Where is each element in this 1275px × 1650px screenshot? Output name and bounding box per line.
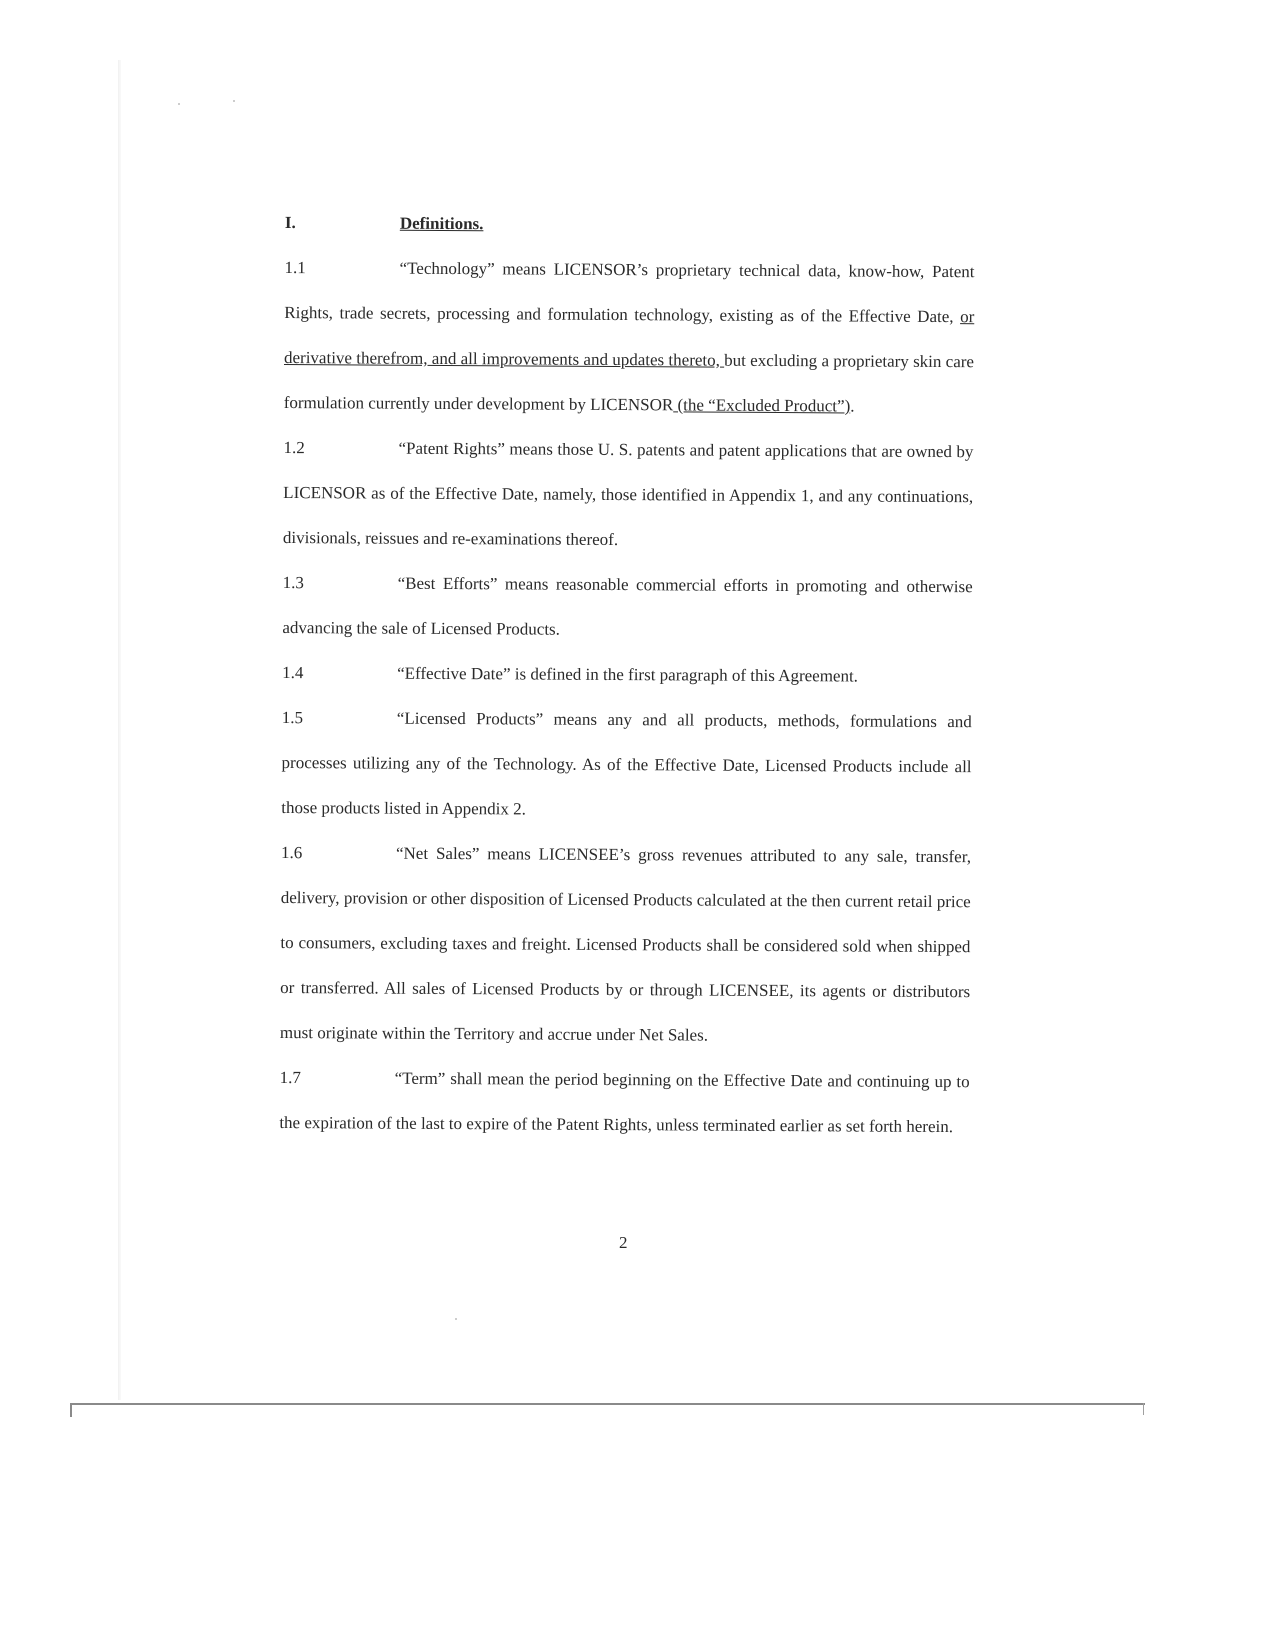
paragraph-text: “Licensed Products” means any and all products, methods, formulations and processes utilizing any of the Technology. As of the Effective Date, Licensed Products include all those products listed in Appendix 2. (281, 708, 972, 819)
footer-rule-tick (1143, 1403, 1144, 1415)
paragraph-number: 1.7 (279, 1067, 301, 1088)
paragraph-text: but excluding a proprietary skin care formulation currently under development by LICENSOR (283, 350, 975, 415)
scan-speck (233, 100, 235, 102)
paragraph-number: 1.1 (284, 257, 306, 278)
paragraph-text: “Term” shall mean the period beginning on the Effective Date and continuing up to the expiration of the last to expire of the Patent Rights, unless terminated earlier as set forth herein. (279, 1068, 970, 1137)
definition-paragraph (282, 650, 972, 699)
definitions-section (279, 200, 975, 1149)
section-title: Definitions. (399, 213, 484, 234)
definition-paragraph (281, 695, 972, 834)
scan-speck (455, 1318, 457, 1320)
paragraph-text: “Effective Date” is defined in the first paragraph of this Agreement. (397, 663, 859, 686)
paragraph-number: 1.6 (280, 842, 303, 863)
section-number: I. (284, 212, 296, 233)
paragraph-text: “Best Efforts” means reasonable commercial efforts in promoting and otherwise advancing the sale of Licensed Products. (282, 573, 973, 639)
paragraph-text: “Net Sales” means LICENSEE’s gross revenues attributed to any sale, transfer, delivery, provision or other disposition of Licensed Products calculated at the then current retail price to consumers, excluding taxes and freight. Licensed Products shall be considered sold when shipped or transferred. All sales of Licensed Products by or through LICENSEE, its agents or distributors must originate within the Territory and accrue under Net Sales. (279, 843, 972, 1045)
definition-paragraph (282, 560, 973, 654)
definition-paragraph (284, 245, 975, 429)
inserted-text: or derivative therefrom, and all improvements and updates thereto, (283, 307, 975, 370)
paragraph-number: 1.4 (282, 662, 304, 683)
paragraph-text: “Technology” means LICENSOR’s proprietary technical data, know-how, Patent Rights, trade secrets, processing and formulation technology, existing as of the Effective Date, (284, 258, 975, 327)
paragraph-number: 1.5 (281, 707, 304, 728)
paragraph-number: 1.3 (282, 572, 304, 593)
paragraph-text: “Patent Rights” means those U. S. patents and patent applications that are owned by LICENSOR as of the Effective Date, namely, those identified in Appendix 1, and any continuations, divisionals, reissues and re-examinations thereof. (282, 438, 974, 550)
section-heading (285, 200, 975, 249)
inserted-text: (the “Excluded Product”) (673, 395, 851, 416)
scan-shadow (118, 60, 121, 1400)
page-number-text: 2 (619, 1233, 628, 1252)
scan-speck (178, 103, 180, 105)
footer-rule-tick (70, 1403, 72, 1417)
paragraph-text: . (850, 396, 855, 416)
definition-paragraph (280, 830, 971, 1059)
footer-rule (70, 1403, 1145, 1405)
paragraph-number: 1.2 (283, 437, 305, 458)
definition-paragraph (279, 1055, 970, 1149)
definition-paragraph (283, 425, 974, 564)
